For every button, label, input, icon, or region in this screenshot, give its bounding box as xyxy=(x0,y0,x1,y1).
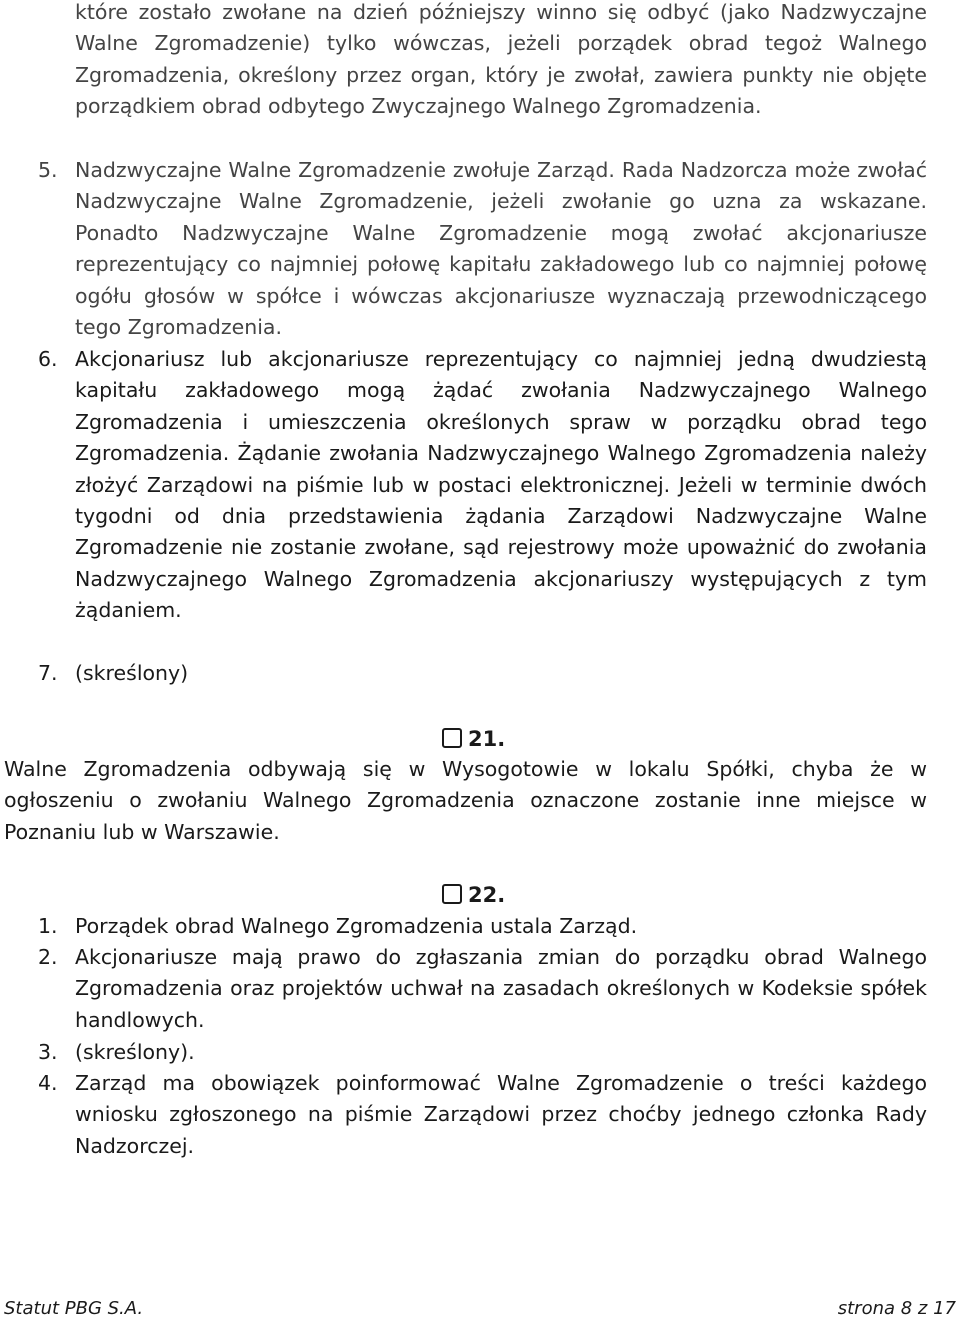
item-text: Akcjonariusz lub akcjonariusze reprezentujący co najmniej jedną dwudziestą kapitału zakładowego mogą żądać zwołania Nadzwyczajnego Walnego Zgromadzenia i umieszczenia określonych spraw w porządku obrad tego Zgromadzenia. Żądanie zwołania Nadzwyczajnego Walnego Zgromadzenia należy złożyć Zarządowi na piśmie lub w postaci elektronicznej. Jeżeli w terminie dwóch tygodni od dnia przedstawienia żądania Zarządowi Nadzwyczajne Walne Zgromadzenie nie zostanie zwołane, sąd rejestrowy może upoważnić do zwołania Nadzwyczajnego Walnego Zgromadzenia akcjonariuszy występujących z tym żądaniem. xyxy=(75,347,927,623)
section20-item-7 xyxy=(0,658,960,690)
section21-heading xyxy=(442,723,505,755)
item-text: Porządek obrad Walnego Zgromadzenia ustala Zarząd. xyxy=(75,914,638,938)
item-text: (skreślony) xyxy=(75,661,189,685)
intro-paragraph: które zostało zwołane na dzień późniejszy winno się odbyć (jako Nadzwyczajne Walne Zgromadzenie) tylko wówczas, jeżeli porządek obrad tegoż Walnego Zgromadzenia, określony przez organ, który je zwołał, zawiera punkty nie objęte porządkiem obrad odbytego Zwyczajnego Walnego Zgromadzenia. xyxy=(75,0,927,119)
section21-number: 21. xyxy=(468,727,506,751)
item-number: 6. xyxy=(38,347,58,371)
item-number: 3. xyxy=(38,1040,58,1064)
item-number: 4. xyxy=(38,1071,58,1095)
section21-paragraph: Walne Zgromadzenia odbywają się w Wysogotowie w lokalu Spółki, chyba że w ogłoszeniu o zwołaniu Walnego Zgromadzenia oznaczone zostanie inne miejsce w Poznaniu lub w Warszawie. xyxy=(4,757,927,844)
section22-number: 22. xyxy=(468,883,506,907)
item-text: Akcjonariusze mają prawo do zgłaszania zmian do porządku obrad Walnego Zgromadzenia oraz projektów uchwał na zasadach określonych w Kodeksie spółek handlowych. xyxy=(75,945,927,1032)
item-number: 7. xyxy=(38,661,58,685)
section20-item-6 xyxy=(0,344,960,644)
section22-item-2 xyxy=(0,942,960,1038)
item-text: (skreślony). xyxy=(75,1040,195,1064)
section22-item-1 xyxy=(0,911,960,943)
item-number: 1. xyxy=(38,914,58,938)
section22-item-3 xyxy=(0,1037,960,1069)
item-number: 5. xyxy=(38,158,58,182)
section-sign-icon xyxy=(442,728,462,748)
footer-page-number: strona 8 z 17 xyxy=(837,1298,956,1319)
item-text: Zarząd ma obowiązek poinformować Walne Zgromadzenie o treści każdego wniosku zgłoszonego na piśmie Zarządowi przez choćby jednego członka Rady Nadzorczej. xyxy=(75,1071,927,1158)
section20-item-5 xyxy=(0,155,960,340)
section22-heading xyxy=(442,879,505,911)
section22-item-4 xyxy=(0,1068,960,1164)
section-sign-icon xyxy=(442,884,462,904)
footer-document-title: Statut PBG S.A. xyxy=(4,1298,144,1319)
item-number: 2. xyxy=(38,945,58,969)
item-text: Nadzwyczajne Walne Zgromadzenie zwołuje Zarząd. Rada Nadzorcza może zwołać Nadzwyczajne Walne Zgromadzenie, jeżeli zwołanie go uzna za wskazane. Ponadto Nadzwyczajne Walne Zgromadzenie mogą zwołać akcjonariusze reprezentujący co najmniej połowę kapitału zakładowego lub co najmniej połowę ogółu głosów w spółce i wówczas akcjonariusze wyznaczają przewodniczącego tego Zgromadzenia. xyxy=(75,158,927,340)
